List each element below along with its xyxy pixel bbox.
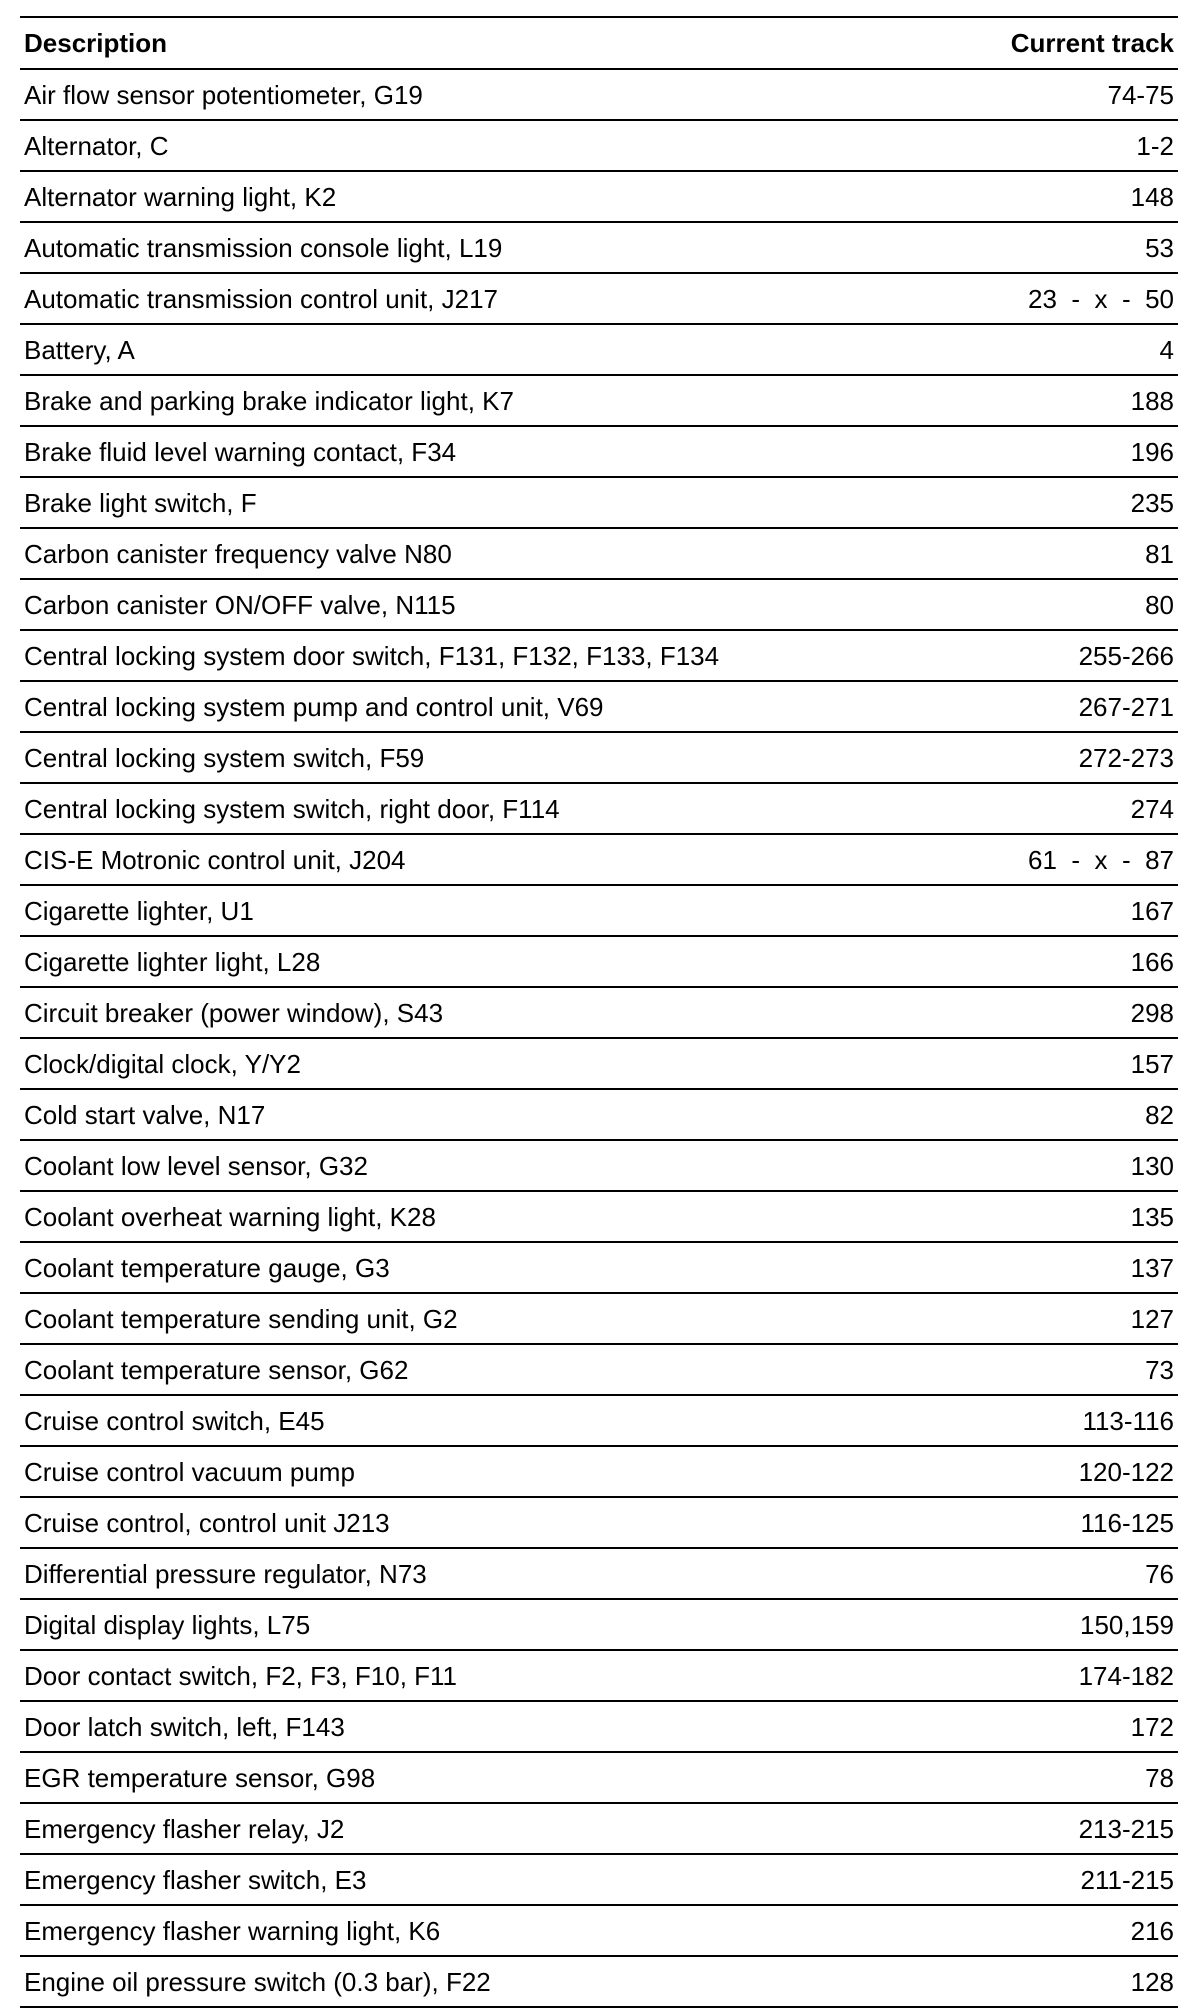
row-current-track: 74-75 (1107, 79, 1174, 110)
row-current-track: 298 (1130, 997, 1174, 1028)
row-description: Central locking system switch, right door, F114 (24, 793, 560, 824)
table-row (20, 529, 1178, 580)
row-current-track: 135 (1130, 1201, 1174, 1232)
row-current-track: 148 (1130, 181, 1174, 212)
row-description: Coolant temperature sending unit, G2 (24, 1303, 458, 1334)
row-current-track: 53 (1145, 232, 1174, 263)
row-description: Coolant temperature sensor, G62 (24, 1354, 409, 1385)
row-description: CIS-E Motronic control unit, J204 (24, 844, 406, 875)
table-row (20, 1090, 1178, 1141)
row-description: Engine oil pressure switch (0.3 bar), F22 (24, 1966, 491, 1997)
row-current-track: 80 (1145, 589, 1174, 620)
table-row (20, 835, 1178, 886)
table-row (20, 580, 1178, 631)
table-row (20, 70, 1178, 121)
table-row (20, 631, 1178, 682)
table-row (20, 223, 1178, 274)
row-description: Alternator, C (24, 130, 169, 161)
table-row (20, 1396, 1178, 1447)
table-row (20, 988, 1178, 1039)
row-description: Coolant overheat warning light, K28 (24, 1201, 436, 1232)
table-row (20, 376, 1178, 427)
row-description: Cruise control, control unit J213 (24, 1507, 390, 1538)
table-row (20, 1447, 1178, 1498)
row-current-track: 216 (1130, 1915, 1174, 1946)
table-row (20, 1141, 1178, 1192)
row-description: Digital display lights, L75 (24, 1609, 311, 1640)
row-current-track: 267-271 (1078, 691, 1174, 722)
row-description: Central locking system door switch, F131, F132, F133, F134 (24, 640, 720, 671)
row-description: Cold start valve, N17 (24, 1099, 266, 1130)
table-body (20, 70, 1178, 2008)
row-current-track: 116-125 (1080, 1507, 1174, 1538)
row-description: Brake and parking brake indicator light, K7 (24, 385, 514, 416)
table-row (20, 1243, 1178, 1294)
row-description: Alternator warning light, K2 (24, 181, 337, 212)
row-current-track: 235 (1130, 487, 1174, 518)
row-current-track: 274 (1130, 793, 1174, 824)
row-current-track: 78 (1145, 1762, 1174, 1793)
row-current-track: 130 (1130, 1150, 1174, 1181)
row-description: Central locking system pump and control unit, V69 (24, 691, 604, 722)
row-description: Brake fluid level warning contact, F34 (24, 436, 457, 467)
table-row (20, 1039, 1178, 1090)
row-current-track: 188 (1130, 385, 1174, 416)
table-row (20, 1753, 1178, 1804)
row-current-track: 255-266 (1078, 640, 1174, 671)
row-description: Battery, A (24, 334, 135, 365)
table-row (20, 1345, 1178, 1396)
row-current-track: 167 (1130, 895, 1174, 926)
row-current-track: 120-122 (1078, 1456, 1174, 1487)
row-description: Differential pressure regulator, N73 (24, 1558, 427, 1589)
table-row (20, 1549, 1178, 1600)
table-row (20, 325, 1178, 376)
table-row (20, 733, 1178, 784)
row-current-track: 81 (1145, 538, 1174, 569)
row-description: Carbon canister frequency valve N80 (24, 538, 452, 569)
row-description: Carbon canister ON/OFF valve, N115 (24, 589, 456, 620)
row-current-track: 23 - x - 50 (1028, 283, 1174, 314)
row-description: Cigarette lighter light, L28 (24, 946, 321, 977)
table-row (20, 427, 1178, 478)
row-current-track: 76 (1145, 1558, 1174, 1589)
row-description: Cigarette lighter, U1 (24, 895, 254, 926)
component-index-table (20, 16, 1178, 2008)
row-description: Cruise control switch, E45 (24, 1405, 325, 1436)
row-current-track: 113-116 (1082, 1405, 1174, 1436)
table-header-row (20, 18, 1178, 70)
row-current-track: 272-273 (1078, 742, 1174, 773)
row-current-track: 73 (1145, 1354, 1174, 1385)
row-current-track: 128 (1130, 1966, 1174, 1997)
table-row (20, 274, 1178, 325)
row-current-track: 196 (1130, 436, 1174, 467)
row-description: Door latch switch, left, F143 (24, 1711, 345, 1742)
row-current-track: 61 - x - 87 (1028, 844, 1174, 875)
row-current-track: 1-2 (1136, 130, 1174, 161)
row-description: Cruise control vacuum pump (24, 1456, 355, 1487)
row-description: Air flow sensor potentiometer, G19 (24, 79, 423, 110)
table-row (20, 937, 1178, 988)
current-track-column-header: Current track (1010, 28, 1174, 58)
table-row (20, 784, 1178, 835)
row-description: Door contact switch, F2, F3, F10, F11 (24, 1660, 458, 1691)
row-description: Automatic transmission console light, L19 (24, 232, 503, 263)
row-description: Circuit breaker (power window), S43 (24, 997, 444, 1028)
table-row (20, 682, 1178, 733)
row-current-track: 137 (1130, 1252, 1174, 1283)
row-current-track: 150,159 (1080, 1609, 1174, 1640)
table-row (20, 1192, 1178, 1243)
table-row (20, 121, 1178, 172)
row-current-track: 4 (1159, 334, 1174, 365)
row-description: Coolant temperature gauge, G3 (24, 1252, 390, 1283)
row-description: Brake light switch, F (24, 487, 257, 518)
row-current-track: 127 (1130, 1303, 1174, 1334)
table-row (20, 1651, 1178, 1702)
row-current-track: 172 (1130, 1711, 1174, 1742)
row-description: Coolant low level sensor, G32 (24, 1150, 368, 1181)
row-current-track: 174-182 (1078, 1660, 1174, 1691)
table-row (20, 1498, 1178, 1549)
row-description: EGR temperature sensor, G98 (24, 1762, 376, 1793)
row-description: Emergency flasher warning light, K6 (24, 1915, 441, 1946)
description-column-header: Description (24, 28, 168, 58)
table-row (20, 1702, 1178, 1753)
table-row (20, 1855, 1178, 1906)
row-description: Automatic transmission control unit, J217 (24, 283, 498, 314)
row-description: Emergency flasher relay, J2 (24, 1813, 345, 1844)
table-row (20, 1600, 1178, 1651)
table-row (20, 172, 1178, 223)
table-row (20, 1294, 1178, 1345)
table-row (20, 886, 1178, 937)
row-current-track: 213-215 (1078, 1813, 1174, 1844)
table-row (20, 1804, 1178, 1855)
row-current-track: 157 (1130, 1048, 1174, 1079)
table-row (20, 478, 1178, 529)
row-current-track: 166 (1130, 946, 1174, 977)
row-current-track: 82 (1145, 1099, 1174, 1130)
row-description: Central locking system switch, F59 (24, 742, 425, 773)
table-row (20, 1957, 1178, 2008)
row-current-track: 211-215 (1080, 1864, 1174, 1895)
row-description: Clock/digital clock, Y/Y2 (24, 1048, 301, 1079)
row-description: Emergency flasher switch, E3 (24, 1864, 367, 1895)
table-row (20, 1906, 1178, 1957)
